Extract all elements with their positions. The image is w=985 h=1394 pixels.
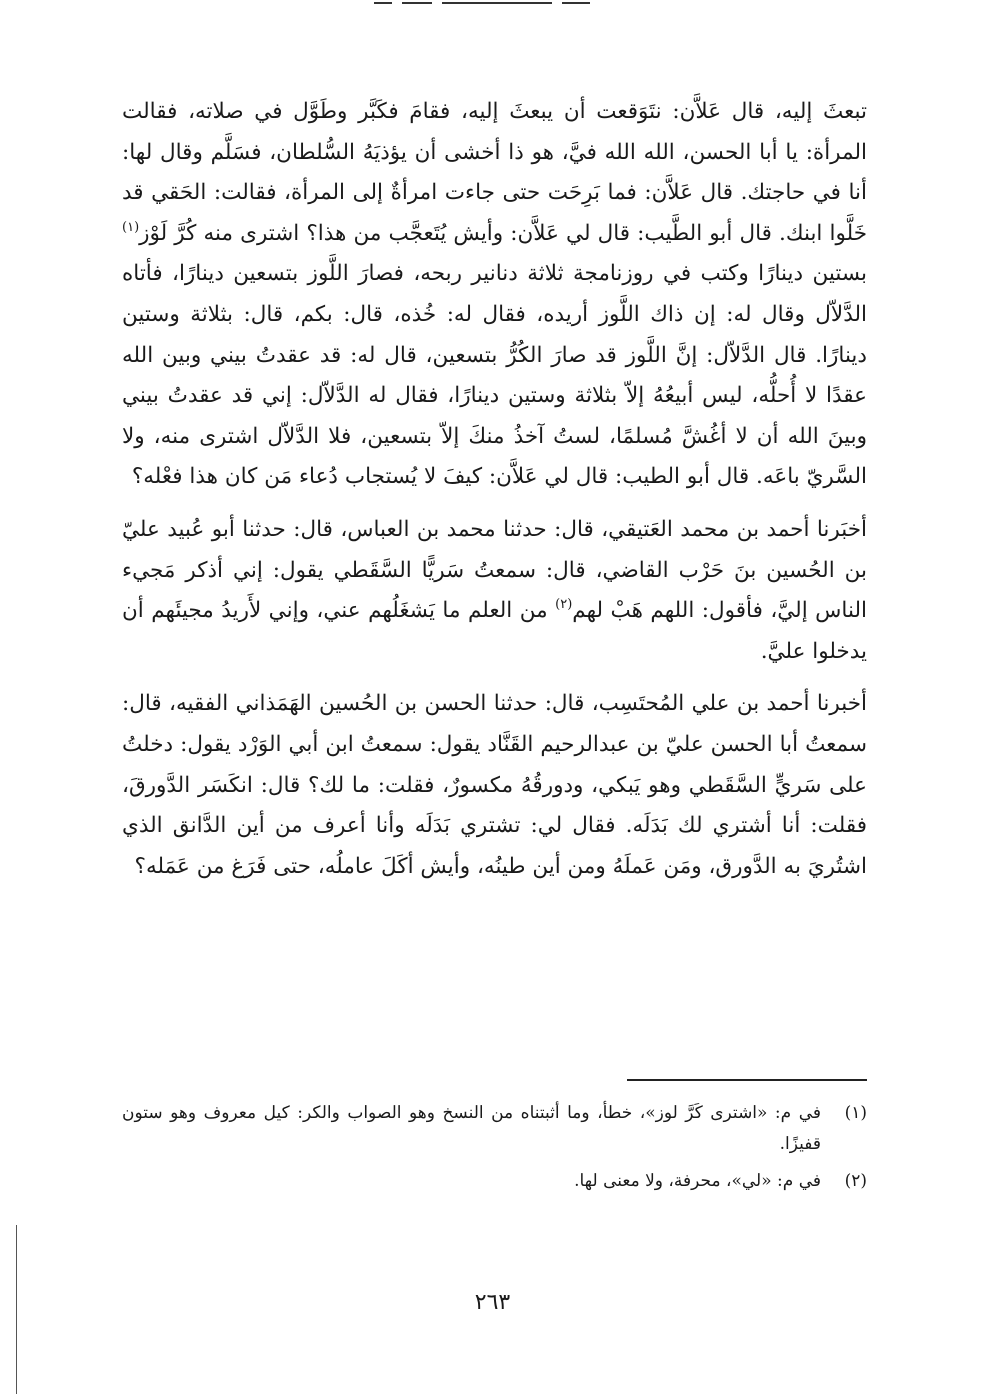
paragraph xyxy=(122,92,867,498)
main-text xyxy=(122,92,867,887)
footnote-number: (٢) xyxy=(844,1171,867,1191)
paragraph xyxy=(122,684,867,887)
footnote xyxy=(122,1098,867,1160)
footnote-number: (١) xyxy=(844,1103,867,1123)
paragraph-text: أخبَرنا أحمد بن محمد العَتيقي، قال: حدثنا محمد بن العباس، قال: حدثنا أبو عُبيد عليّ بن الحُسين بنَ حَرْب القاضي، قال: سمعتُ سَريًّا السَّقَطي يقول: إني أذكر مَجيء الناس إليَّ، فأقول: اللهم هَبْ لهم xyxy=(122,516,867,624)
page-number: ٢٦٣ xyxy=(474,1290,511,1315)
paragraph-text: بستين دينارًا وكتب في روزنامجة ثلاثة دنانير ربحه، فصارَ اللَّوز بتسعين دينارًا، فأتاه الدَّلاّل وقال له: إن ذاك اللَّوز أريده، فقال له: خُذه، قال: بكم، قال: بثلاثة وستين دينارًا. قال الدَّلاّل: إنَّ اللَّوز قد صارَ الكُرُّ بتسعين، قال له: قد عقدتُ بيني وبين الله عقدًا لا أُحلُّه، ليس أبيعُهُ إلاّ بثلاثة وستين دينارًا، فقال له الدَّلاّل: إني قد عقدتُ بيني وبينَ الله أن لا أغُشَّ مُسلمًا، لستُ آخذُ منكَ إلاّ بتسعين، فلا الدَّلاّل اشترى منه، ولا السَّريّ باعَه. قال أبو الطيب: قال لي عَلاَّن: كيفَ لا يُستجاب دُعاء مَن كان هذا فعْله؟ xyxy=(122,261,867,490)
top-rule-segment xyxy=(374,2,392,4)
paragraph-text: تبعثَ إليه، قال عَلاَّن: نتَوَقعت أن يبعثَ إليه، فقامَ فكَبَّر وطَوَّل في صلاته، فقالت المرأة: يا أبا الحسن، الله الله فيَّ، هو ذا أخشى أن يؤذيَهُ السُّلطان، فسَلَّم وقال لها: أنا في حاجتك. قال عَلاَّن: فما بَرِحَت حتى جاءت امرأةٌ إلى المرأة، فقالت: الحَقي قد خَلَّوا ابنك. قال أبو الطَّيب: قال لي عَلاَّن: وأيش يُتَعجَّب من هذا؟ اشترى منه كُرَّ لَوْز xyxy=(122,99,867,246)
footnote-separator xyxy=(627,1079,867,1081)
top-rule-segment xyxy=(442,2,552,4)
top-rule-segment xyxy=(562,2,590,4)
footnote xyxy=(122,1166,867,1197)
top-rule-segment xyxy=(402,2,432,4)
paragraph xyxy=(122,510,867,672)
footnote-text: في م: «اشترى كَرَّ لوز»، خطأ، وما أثبتناه من النسخ وهو الصواب والكر: كيل معروف وهو ستون قفيزًا. xyxy=(122,1103,821,1154)
footnotes-section xyxy=(122,1098,867,1203)
footnote-reference[interactable]: (٢) xyxy=(555,597,573,613)
paragraph-text: من العلم ما يَشغَلُهم عني، وإني لأَريدُ مجيئَهم أن يدخلوا عليَّ. xyxy=(122,598,867,664)
paragraph-text: أخبرنا أحمد بن علي المُحتَسِب، قال: حدثنا الحسن بن الحُسين الهَمَذاني الفقيه، قال: سمعتُ أبا الحسن عليّ بن عبدالرحيم القَنَّاد يقول: سمعتُ ابن أبي الوَرْد يقول: دخلتُ على سَريٍّ السَّقَطي وهو يَبكي، ودورقُهُ مكسورٌ، فقلت: ما لك؟ قال: انكَسَر الدَّورقَ، فقلت: أنا أشتري لك بَدَلَه. فقال لي: تشتري بَدَلَه وأنا أعرف من أين الدَّانق الذي اشتُريَ به الدَّورق، ومَن عَملَهُ ومن أين طينُه، وأيش أكَلَ عاملُه، حتى فَرَغ من عَمَله؟ xyxy=(122,691,867,879)
footnote-text: في م: «لي»، محرفة، ولا معنى لها. xyxy=(574,1171,821,1191)
top-decorative-rule xyxy=(360,0,590,6)
footnote-reference[interactable]: (١) xyxy=(122,219,140,235)
